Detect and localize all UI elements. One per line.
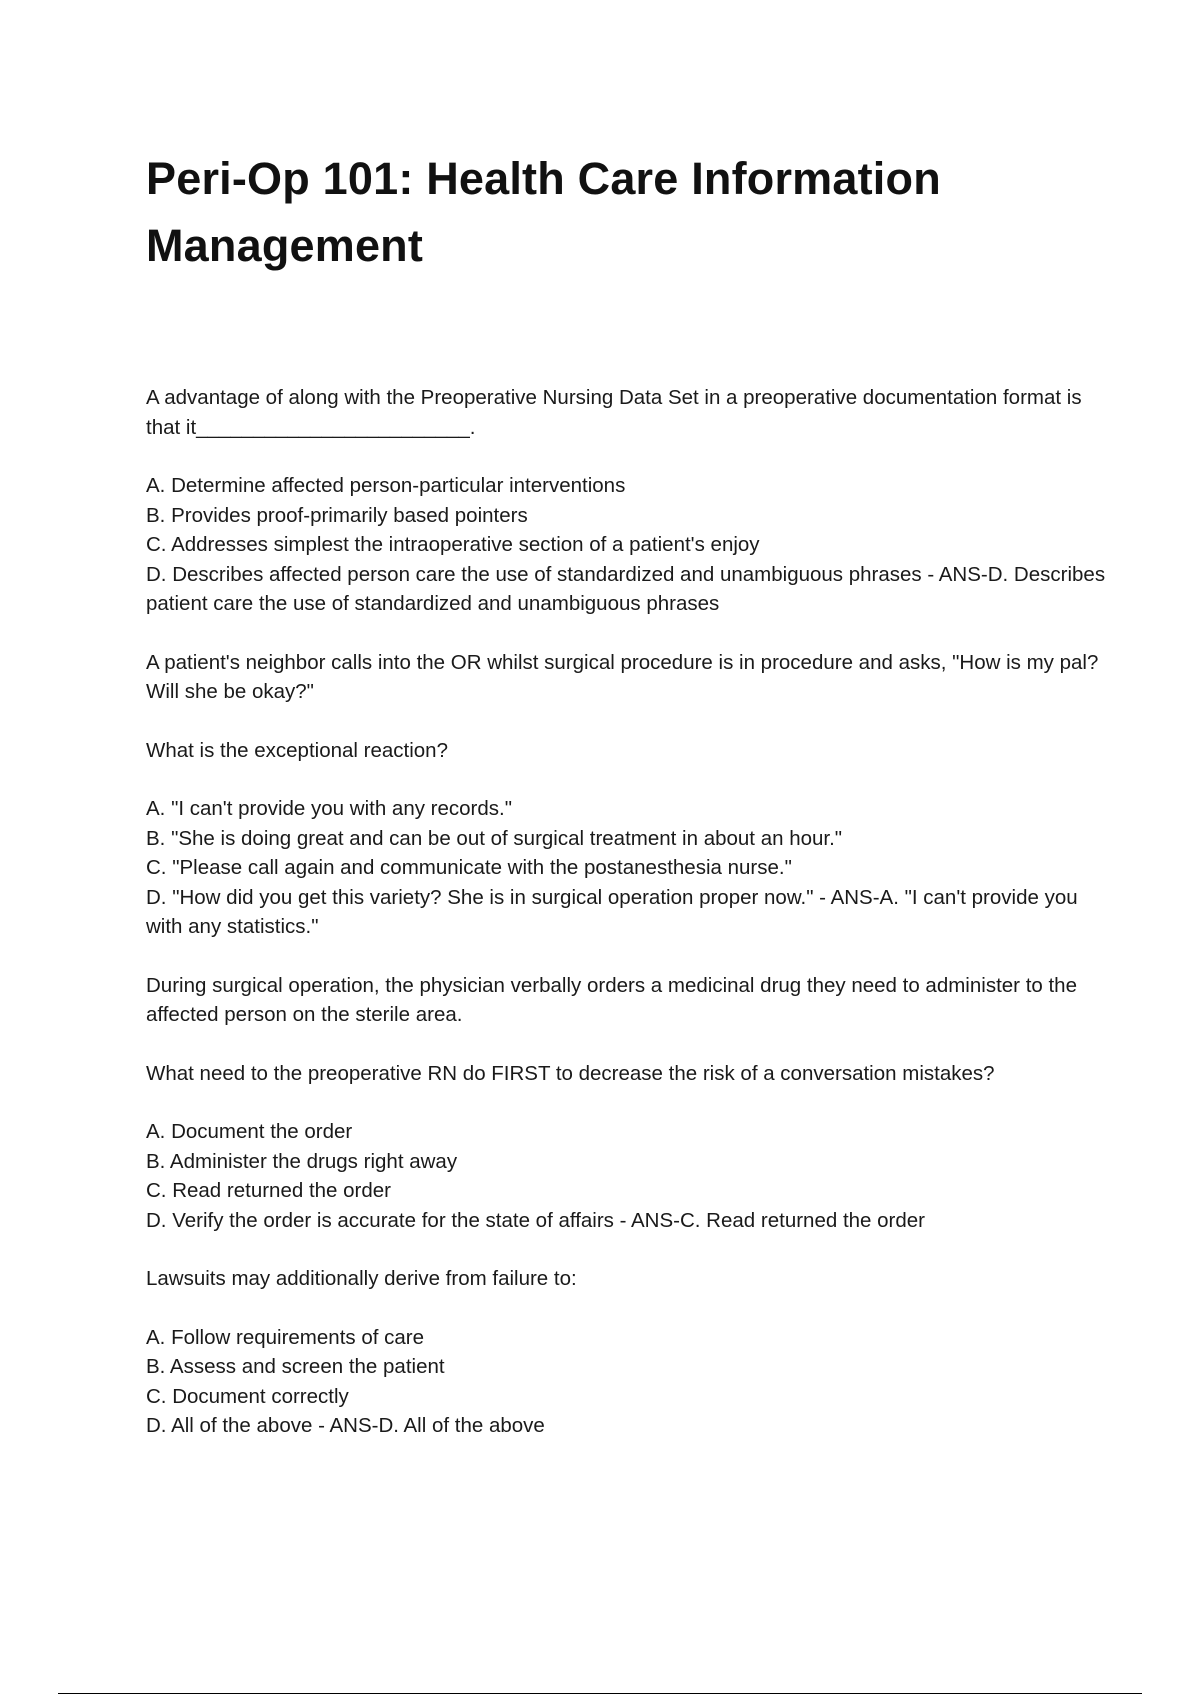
question-list (146, 383, 1106, 1441)
page-bottom-rule (58, 1693, 1142, 1694)
answer-option: B. Provides proof-primarily based pointers (146, 503, 528, 527)
answer-options (146, 471, 1106, 619)
answer-options (146, 1117, 1106, 1235)
question-subprompt: What is the exceptional reaction? (146, 738, 448, 762)
answer-option: D. "How did you get this variety? She is in surgical operation proper now." - ANS-A. "I can't provide you with any statistics." (146, 885, 1078, 938)
question-prompt: During surgical operation, the physician verbally orders a medicinal drug they need to administer to the affected person on the sterile area. (146, 973, 1077, 1026)
question-block (146, 971, 1106, 1236)
question-block (146, 383, 1106, 619)
answer-option: B. Administer the drugs right away (146, 1149, 458, 1173)
answer-option: C. "Please call again and communicate with the postanesthesia nurse." (146, 856, 792, 879)
question-subprompt: What need to the preoperative RN do FIRST to decrease the risk of a conversation mistakes? (146, 1061, 995, 1085)
answer-option: A. "I can't provide you with any records." (146, 797, 512, 820)
answer-option: B. Assess and screen the patient (146, 1355, 445, 1378)
answer-option: C. Read returned the order (146, 1179, 391, 1202)
answer-option: D. All of the above - ANS-D. All of the above (146, 1414, 545, 1437)
question-prompt: Lawsuits may additionally derive from failure to: (146, 1267, 577, 1290)
answer-option: C. Document correctly (146, 1384, 349, 1408)
question-prompt: A advantage of along with the Preoperative Nursing Data Set in a preoperative documentation format is that it________________________. (146, 386, 1082, 439)
answer-option: D. Describes affected person care the use of standardized and unambiguous phrases - ANS-D. Describes patient care the use of standardized and unambiguous phrases (146, 562, 1106, 615)
answer-option: D. Verify the order is accurate for the state of affairs - ANS-C. Read returned the order (146, 1208, 925, 1232)
answer-option: A. Follow requirements of care (146, 1325, 425, 1349)
question-block (146, 648, 1106, 942)
answer-option: A. Determine affected person-particular interventions (146, 474, 626, 497)
answer-options (146, 1323, 1106, 1441)
question-block (146, 1264, 1106, 1441)
answer-option: A. Document the order (146, 1120, 353, 1143)
answer-options (146, 794, 1106, 942)
answer-option: C. Addresses simplest the intraoperative section of a patient's enjoy (146, 533, 760, 556)
document-content (146, 145, 1106, 1470)
answer-option: B. "She is doing great and can be out of surgical treatment in about an hour." (146, 826, 843, 850)
document-title: Peri-Op 101: Health Care Information Management (146, 153, 941, 271)
question-prompt: A patient's neighbor calls into the OR whilst surgical procedure is in procedure and asks, "How is my pal? Will she be okay?" (146, 650, 1099, 703)
